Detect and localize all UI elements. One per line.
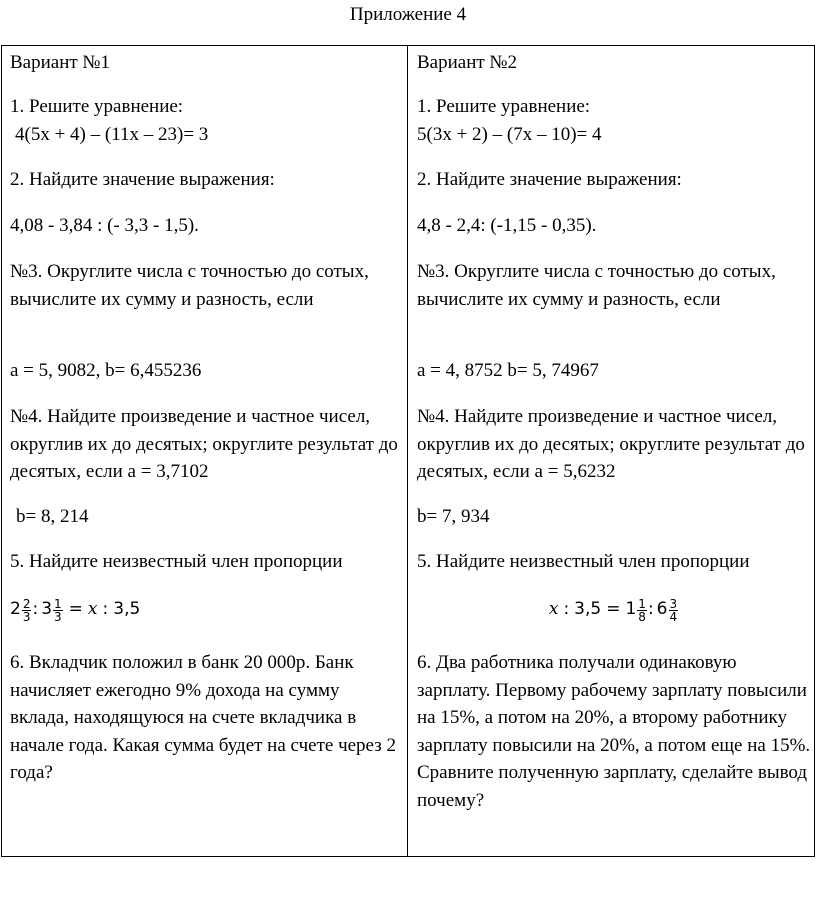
variant-1-task-5-label: 5. Найдите неизвестный член пропорции (10, 551, 343, 572)
variant-1-column (10, 46, 402, 856)
numerator: 2 (22, 596, 31, 611)
colon-symbol: : (32, 599, 39, 620)
colon-symbol: : (102, 599, 109, 620)
variant-1-task-4-text: №4. Найдите произведение и частное чисел, округлив их до десятых; округлите результат до десятых, если а = 3,7102 (10, 406, 398, 482)
variant-2-task-6-text: 6. Два работника получали одинаковую зарплату. Первому рабочему зарплату повысили на 15%, а потом на 20%, а второму работнику зарплату повысили на 20%, а потом еще на 15%. Сравните полученную зарплату, сделайте вывод почему? (417, 652, 811, 811)
denominator: 8 (638, 609, 646, 624)
column-divider (407, 46, 408, 856)
task-1-equation: 4(5x + 4) – (11x – 23)= 3 (15, 123, 209, 145)
numerator: 1 (638, 596, 646, 611)
numerator: 3 (669, 596, 678, 611)
variant-2-task-2-label: 2. Найдите значение выражения: (417, 169, 682, 190)
variant-1-proportion-formula (10, 595, 402, 625)
task-1-label: 1. Решите уравнение: (417, 96, 591, 117)
variant-2-task-4-b: b= 7, 934 (417, 506, 490, 527)
page-title: Приложение 4 (349, 4, 467, 25)
variant-2-task-3-text: №3. Округлите числа с точностью до сотых, вычислите их сумму и разность, если (417, 261, 776, 310)
whole-part: 2 (10, 599, 21, 620)
fraction (22, 598, 32, 623)
equals-symbol: = (68, 599, 83, 620)
proportion-value: 3,5 (113, 599, 141, 620)
variant-1-heading: Вариант №1 (10, 52, 111, 73)
colon-symbol: : (647, 599, 654, 620)
variant-1-task-1 (10, 93, 402, 148)
variant-1-task-4-b: b= 8, 214 (16, 506, 89, 527)
equals-symbol: = (606, 599, 621, 620)
variant-2-task-5-label: 5. Найдите неизвестный член пропорции (417, 551, 750, 572)
task-1-equation: 5(3x + 2) – (7x – 10)= 4 (417, 123, 602, 145)
variant-2-task-2-expression: 4,8 - 2,4: (-1,15 - 0,35). (417, 215, 597, 236)
denominator: 3 (54, 609, 62, 624)
variants-table (1, 45, 815, 857)
variant-1-task-3-values: a = 5, 9082, b= 6,455236 (10, 360, 202, 381)
variable-x: x (87, 599, 98, 620)
proportion-value: 3,5 (574, 599, 602, 620)
task-1-label: 1. Решите уравнение: (10, 96, 184, 117)
variant-2-task-4-text: №4. Найдите произведение и частное чисел, округлив их до десятых; округлите результат до десятых, если а = 5,6232 (417, 406, 805, 482)
variant-1-task-2-expression: 4,08 - 3,84 : (- 3,3 - 1,5). (10, 215, 199, 236)
fraction (637, 598, 647, 623)
variant-1-task-2-label: 2. Найдите значение выражения: (10, 169, 275, 190)
variant-1-task-3-text: №3. Округлите числа с точностью до сотых, вычислите их сумму и разность, если (10, 261, 369, 310)
fraction (669, 598, 679, 623)
whole-part: 6 (656, 599, 668, 620)
variant-2-task-1 (417, 93, 811, 148)
variant-2-proportion-formula (417, 595, 811, 625)
denominator: 4 (669, 609, 678, 624)
variant-2-task-3-values: a = 4, 8752 b= 5, 74967 (417, 360, 599, 381)
denominator: 3 (22, 609, 31, 624)
variant-2-heading: Вариант №2 (417, 52, 518, 73)
whole-part: 3 (41, 599, 53, 620)
variant-2-column (417, 46, 811, 856)
variable-x: x (548, 599, 559, 620)
whole-part: 1 (625, 599, 637, 620)
variant-1-task-6-text: 6. Вкладчик положил в банк 20 000р. Банк начисляет ежегодно 9% дохода на сумму вклада, находящуюся на счете вкладчика в начале года. Какая сумма будет на счете через 2 года? (10, 652, 396, 783)
colon-symbol: : (563, 599, 570, 620)
numerator: 1 (54, 596, 62, 611)
fraction (53, 598, 63, 623)
